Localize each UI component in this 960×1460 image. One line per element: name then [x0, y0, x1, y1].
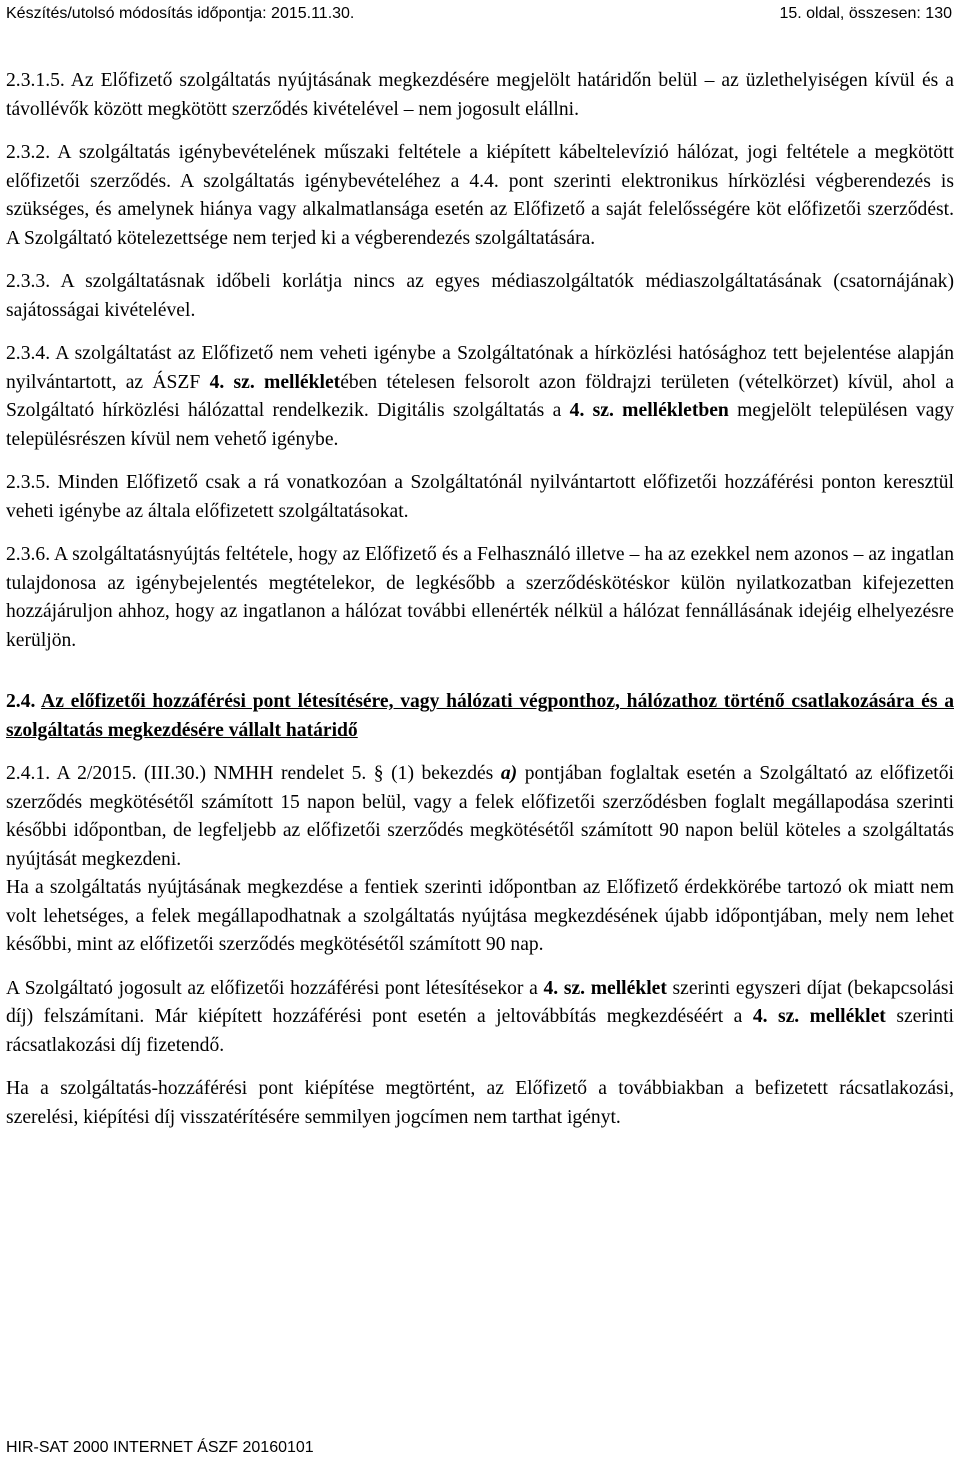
p4-annex-ref-2: 4. sz. mellékletben [569, 400, 729, 421]
section-number: 2.4. [6, 691, 36, 712]
p9-part-a: A Szolgáltató jogosult az előfizetői hozzáférési pont létesítésekor a [6, 977, 544, 999]
p7-part-c: pontjában foglaltak esetén a Szolgáltató az előfizetői szerződés megkötésétől számított 15 napon belül, vagy a felek előfizetői szerződésben foglalt megállapodása szerinti későbbi időpontban, de legfeljebb az előfizetői szerződés megkötésétől számított 90 napon belül köteles a szolgáltatás nyújtását megkezdeni. [6, 763, 954, 870]
paragraph-2-3-4 [6, 340, 954, 454]
paragraph-2-3-1-5: 2.3.1.5. Az Előfizető szolgáltatás nyújtásának megkezdésére megjelölt határidőn belül – az üzlethelyiségen kívül és a távollévők között megkötött szerződés kivételével – nem jogosult elállni. [6, 70, 954, 120]
document-body [6, 67, 954, 1132]
paragraph-refund: Ha a szolgáltatás-hozzáférési pont kiépítése megtörtént, az Előfizető a továbbiakban a befizetett rácsatlakozási, szerelési, kiépítési díj visszatérítésére semmilyen jogcímen nem tarthat igényt. [6, 1078, 954, 1128]
p7-point-a: a) [500, 763, 518, 784]
paragraph-2-3-6: 2.3.6. A szolgáltatásnyújtás feltétele, hogy az Előfizető és a Felhasználó illetve – ha az ezekkel nem azonos – az ingatlan tulajdonosa az igénybejelentés megtételekor, de legkésőbb a szerződéskötéskor külön nyilatkozatban kifejezetten hozzájáruljon ahhoz, hogy az ingatlanon a hálózat további ellenérték nélkül a hálózat fennállásának idejéig elhelyezésre kerüljön. [6, 544, 954, 651]
p7-part-a: 2.4.1. A 2/2015. (III.30.) NMHH rendelet 5. § (1) bekezdés [6, 763, 501, 784]
p4-part-a: 2.3.4. A szolgáltatást az Előfizető nem veheti igénybe a Szolgáltatónak a hírközlési hatósághoz tett bejelentése alapján nyilvántartott, az ÁSZF [6, 343, 954, 393]
p9-annex-ref: 4. sz. melléklet [543, 977, 667, 999]
p9-annex-ref-2: 4. sz. melléklet [752, 1006, 886, 1027]
paragraph-delay: Ha a szolgáltatás nyújtásának megkezdése a fentiek szerinti időpontban az Előfizető érdekkörébe tartozó ok miatt nem volt lehetséges, a felek megállapodhatnak a szolgáltatás nyújtása megkezdésének újabb időpontjában, mely nem lehet későbbi, mint az előfizetői szerződés megkötésétől számított 90 nap. [6, 877, 954, 955]
header-page-count: 15. oldal, összesen: 130 [779, 5, 952, 22]
p9-part-c: szerinti egyszeri díjat (bekapcsolási díj) felszámítani. Már kiépített hozzáférési pont esetén a jeltovábbítás megkezdéséért a [6, 977, 954, 1027]
section-title: Az előfizetői hozzáférési pont létesítésére, vagy hálózati végponthoz, hálózathoz történő csatlakozására és a szolgáltatás megkezdésére vállalt határidő [6, 691, 954, 741]
page-header [6, 4, 952, 28]
paragraph-2-3-2: 2.3.2. A szolgáltatás igénybevételének műszaki feltétele a kiépített kábeltelevízió hálózat, jogi feltétele a megkötött előfizetői szerződés. A szolgáltatás igénybevételéhez a 4.4. pont szerinti elektronikus hírközlési végberendezés is szükséges, és amelynek hiánya vagy alkalmatlansága esetén az Előfizető a saját felelősségére köt előfizetői szerződést. A Szolgáltató kötelezettsége nem terjed ki a végberendezés szolgáltatására. [6, 142, 954, 249]
page-footer: HIR-SAT 2000 INTERNET ÁSZF 20160101 [6, 1439, 314, 1456]
header-timestamp: Készítés/utolsó módosítás időpontja: 2015.11.30. [6, 5, 355, 22]
paragraph-2-4-1 [6, 760, 954, 874]
p4-annex-ref: 4. sz. melléklet [209, 371, 341, 393]
paragraph-connection-fee [6, 975, 954, 1061]
p9-part-e: szerinti rácsatlakozási díj fizetendő. [6, 1006, 954, 1056]
paragraph-2-3-3: 2.3.3. A szolgáltatásnak időbeli korlátja nincs az egyes médiaszolgáltatók médiaszolgáltatásának (csatornájának) sajátosságai kivételével. [6, 271, 954, 321]
section-heading-2-4 [6, 688, 954, 745]
p4-part-e: megjelölt településen vagy településrészen kívül nem vehető igénybe. [6, 400, 955, 450]
p4-part-c: ében tételesen felsorolt azon földrajzi területen (vételkörzet) kívül, ahol a Szolgáltató hírközlési hálózattal rendelkezik. Digitális szolgáltatás a [6, 371, 955, 421]
paragraph-2-3-5: 2.3.5. Minden Előfizető csak a rá vonatkozóan a Szolgáltatónál nyilvántartott előfizetői hozzáférési ponton keresztül veheti igénybe az általa előfizetett szolgáltatásokat. [6, 472, 954, 522]
